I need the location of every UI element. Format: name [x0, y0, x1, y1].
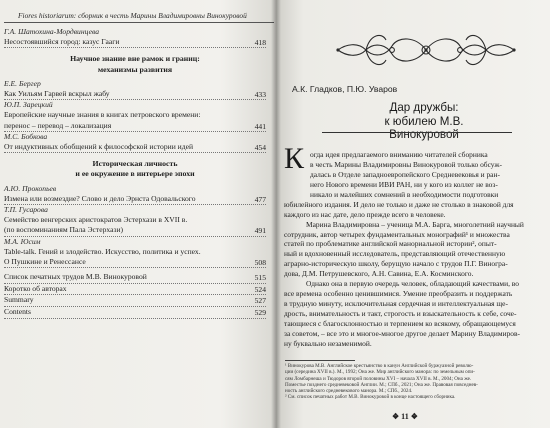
body-line: дрость, внимательность и такт, строгость и взыскательность к себе, соче-: [284, 309, 517, 318]
toc-back-matter-entry[interactable]: [4, 295, 266, 307]
footnotes: [285, 363, 535, 401]
body-line: за советом, – все это и многое-многое другое делает Марину Владимиров-: [284, 328, 520, 338]
toc-entry[interactable]: [4, 184, 266, 205]
section-heading-line: Научное знание вне рамок и границ:: [70, 54, 200, 64]
toc-title-line: Коротко об авторах: [4, 284, 266, 296]
toc-entry[interactable]: [4, 237, 266, 269]
toc-title-line: Как Уильям Гарвей вскрыл жабу: [4, 89, 266, 100]
title-underline: [322, 132, 512, 133]
body-line: юбилейного издания. И дело не только и даже не столько в знаковой для: [284, 199, 514, 209]
toc-title-line: Table-talk. Гений и злодейство. Искусство, политика и успех.: [4, 246, 201, 256]
toc-page-number: 418: [254, 38, 266, 48]
body-line: огда идея предлагаемого вниманию читателей сборника: [310, 150, 488, 159]
toc-title-line: Семейство венгерских аристократов Эстерхази в XVII в.: [4, 215, 188, 225]
toc-title-line: От индуктивных обобщений к философской истории идей: [4, 142, 266, 153]
toc-title-line: (по воспоминаниям Пала Эстерхази): [4, 225, 266, 236]
header-rule: [4, 22, 274, 23]
toc-page-number: 477: [254, 194, 266, 204]
body-line: тающиеся с благосклонностью и терпением ко всякому, обращающемуся: [284, 318, 516, 328]
section-heading-line: Историческая личность: [92, 159, 178, 169]
body-line: дова, Д.М. Петрушевского, А.Н. Савина, Е.А. Косминского.: [284, 269, 474, 279]
toc-author: М.С. Бобкова: [4, 131, 48, 141]
drop-cap: К: [284, 142, 305, 175]
body-line: него Нового времени ИВИ РАН, ни у кого из коллег не воз-: [310, 179, 498, 189]
body-line: каждого из нас дате, дело прежде всего в человеке.: [284, 209, 446, 219]
toc-back-matter-entry[interactable]: [4, 272, 266, 284]
toc-title-line: Измена или возмездие? Слово и дело Эрнста Одовальского: [4, 194, 266, 205]
toc-title-line: Европейские научные знания в книгах петровского времени:: [4, 110, 201, 120]
toc-page-number: 524: [254, 284, 266, 294]
article-title-line: Дар дружбы:: [389, 101, 459, 114]
toc-title-line: перенос – перевод – локализация: [4, 121, 266, 132]
toc-title-line: Список печатных трудов М.В. Винокуровой: [4, 272, 266, 284]
toc-entry[interactable]: [4, 79, 266, 100]
decorative-ornament-icon: [326, 28, 526, 72]
body-line: Однако она в первую очередь человек, обладающий качествами, во: [306, 279, 519, 289]
toc-back-matter-entry[interactable]: [4, 284, 266, 296]
body-line: все времена особенно ценившимися. Умение преобразить и поддержать: [284, 289, 513, 299]
body-line: ну буквально незаменимой.: [284, 338, 372, 348]
footnote-rule: [285, 360, 355, 361]
toc-author: М.А. Юсим: [4, 236, 41, 246]
body-line: в трудную минуту, исключительная сердечная и интеллектуальная ще-: [284, 299, 508, 309]
section-heading: [4, 159, 266, 179]
body-line: ный и вдохновенный исследователь, представляющий отечественную: [284, 249, 506, 259]
table-of-contents: [4, 27, 266, 319]
toc-entry[interactable]: [4, 27, 266, 48]
body-line: статей по проблематике английской манориальной истории², опыт-: [284, 239, 497, 249]
book-spine-shadow: [271, 0, 281, 428]
section-heading-line: механизмы развития: [97, 64, 173, 74]
body-line: Марина Владимировна – ученица М.А. Барга, многолетний научный: [306, 219, 524, 229]
page-number: ❖ 11 ❖: [392, 412, 418, 421]
toc-author: Г.А. Шатохина-Мордвинцева: [4, 27, 99, 36]
toc-author: Ю.П. Зарецкий: [4, 100, 53, 110]
body-line: никало и малейших сомнений в необходимости подготовки: [310, 189, 499, 199]
toc-page-number: 441: [254, 121, 266, 131]
footnote-line: Поместье позднего средневековой Англии. М.; СПб., 2021; Она же. Правовая повседнев-: [285, 381, 478, 388]
footnote-line: ции (середина XVII в.). М., 1992; Она же. Мир английского манора: по земельным опи-: [285, 369, 475, 376]
toc-title-line: Summary: [4, 295, 266, 307]
article-body: [284, 150, 536, 349]
toc-title-line: Contents: [4, 307, 266, 319]
toc-entry[interactable]: [4, 100, 266, 132]
section-heading: [4, 54, 266, 74]
toc-page-number: 527: [254, 296, 266, 306]
footnote-line: сям Ломбарнеша и Тюдоров второй половины XVI – начала XVII в. М., 2004; Она же.: [285, 375, 472, 382]
body-line: сотрудник, автор четырех фундаментальных монографий¹ и множества: [284, 229, 510, 239]
footnote-line: ² См. список печатных работ М.В. Винокуровой в конце настоящего сборника.: [285, 394, 456, 401]
toc-page-number: 515: [254, 273, 266, 283]
body-line: далась в Отделе западноевропейского Средневековья и ран-: [310, 169, 500, 179]
toc-entry[interactable]: [4, 205, 266, 237]
toc-page-number: 491: [254, 226, 266, 236]
toc-title-line: Несостоявшийся город: казус Гааги: [4, 37, 266, 48]
toc-back-matter-entry[interactable]: [4, 307, 266, 319]
toc-author: Т.П. Гусарова: [4, 205, 48, 215]
toc-entry[interactable]: [4, 132, 266, 153]
article-authors: А.К. Гладков, П.Ю. Уваров: [292, 84, 398, 94]
toc-title-line: О Пушкине и Ренессансе: [4, 257, 266, 268]
article-title: [357, 101, 491, 142]
toc-page-number: 454: [254, 143, 266, 153]
body-line: аграрно-историческую школу, берущую начало с трудов П.Г. Виногра-: [284, 259, 508, 269]
toc-page-number: 508: [254, 258, 266, 268]
footnote-line: ность английского средневекового манора. М.; СПб., 2024.: [285, 388, 413, 395]
footnote-line: ¹ Винокурова М.В. Английское крестьянство в канун Английской буржуазной револю-: [285, 363, 474, 369]
article-title-line: к юбилею М.В. Винокуровой: [384, 114, 464, 142]
toc-page-number: 529: [254, 308, 266, 318]
toc-author: Е.Е. Бергер: [4, 78, 41, 88]
body-line: в честь Марины Владимировны Винокуровой только обсуж-: [310, 159, 503, 169]
section-heading-line: и ее окружение в интерьере эпохи: [75, 169, 195, 179]
toc-author: А.Ю. Прокопьев: [4, 183, 57, 193]
toc-page-number: 433: [254, 90, 266, 100]
running-head: Fiores historiarum: сборник в честь Марины Владимировны Винокуровой: [18, 11, 247, 20]
